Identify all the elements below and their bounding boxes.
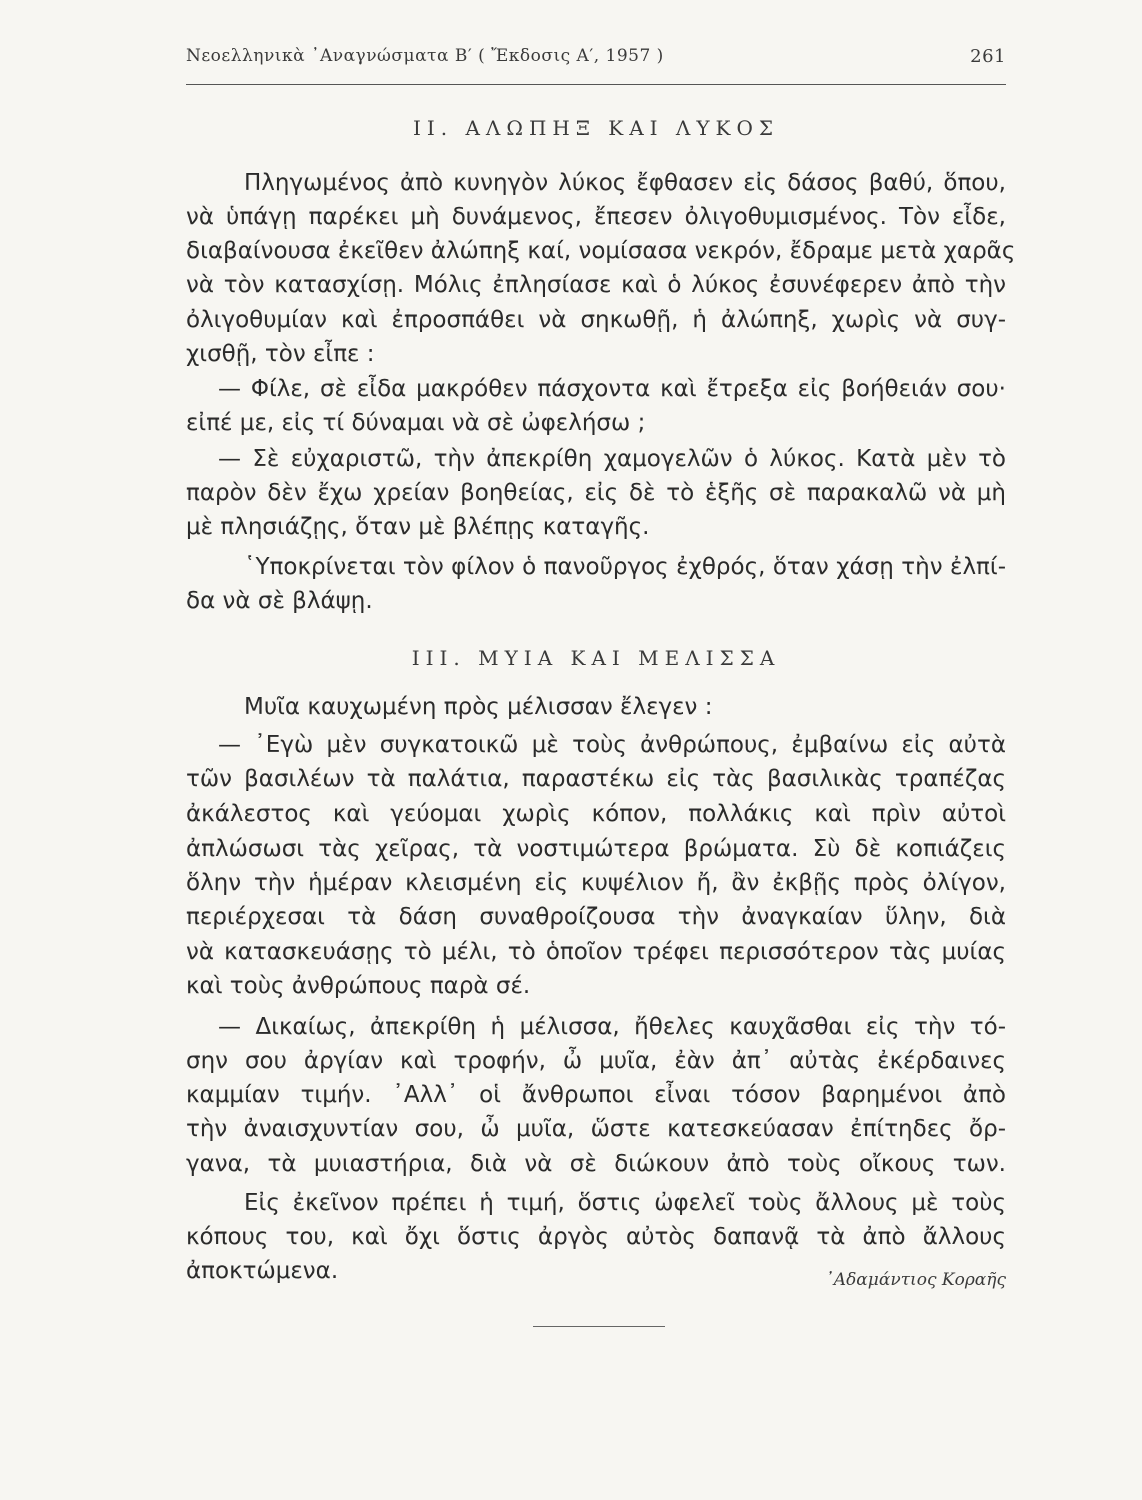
text-line: διαβαίνουσα ἐκεῖθεν ἀλώπηξ καί, νομίσασα νεκρόν, ἔδραμε μετὰ χαρᾶς <box>186 238 1016 264</box>
author-signature: ᾿Αδαμάντιος Κοραῆς <box>825 1270 1006 1290</box>
end-rule <box>533 1326 665 1327</box>
moral-line: δα νὰ σὲ βλάψῃ. <box>186 588 373 614</box>
text-line: Μυῖα καυχωμένη πρὸς μέλισσαν ἔλεγεν : <box>244 694 713 720</box>
moral-line: ἀποκτώμενα. <box>186 1258 339 1284</box>
text-line: νὰ τὸν κατασχίσῃ. Μόλις ἐπλησίασε καὶ ὁ λύκος ἐσυνέφερεν ἀπὸ τὴν <box>186 272 1006 298</box>
text-line: ὀλιγοθυμίαν καὶ ἐπροσπάθει νὰ σηκωθῇ, ἡ ἀλώπηξ, χωρὶς νὰ συγ- <box>186 307 1006 333</box>
page-header <box>186 46 1006 76</box>
header-rule <box>186 84 1006 85</box>
text-line: σην σου ἀργίαν καὶ τροφήν, ὦ μυῖα, ἐὰν ἀπ᾿ αὐτὰς ἐκέρδαινες <box>186 1048 1006 1074</box>
section-title-fly-bee: III. ΜΥΙΑ ΚΑΙ ΜΕΛΙΣΣΑ <box>411 646 781 670</box>
text-line: — Δικαίως, ἀπεκρίθη ἡ μέλισσα, ἤθελες καυχᾶσθαι εἰς τὴν τό- <box>218 1014 1006 1040</box>
text-line: παρὸν δὲν ἔχω χρείαν βοηθείας, εἰς δὲ τὸ ἑξῆς σὲ παρακαλῶ νὰ μὴ <box>186 480 1006 506</box>
text-line: ἀπλώσωσι τὰς χεῖρας, τὰ νοστιμώτερα βρώματα. Σὺ δὲ κοπιάζεις <box>186 836 1006 862</box>
moral-line: Εἰς ἐκεῖνον πρέπει ἡ τιμή, ὅστις ὠφελεῖ τοὺς ἄλλους μὲ τοὺς <box>244 1190 1006 1216</box>
text-line: γανα, τὰ μυιαστήρια, διὰ νὰ σὲ διώκουν ἀπὸ τοὺς οἴκους των. <box>186 1151 1006 1177</box>
text-line: — ᾿Εγὼ μὲν συγκατοικῶ μὲ τοὺς ἀνθρώπους, ἐμβαίνω εἰς αὐτὰ <box>218 732 1006 758</box>
text-line: Πληγωμένος ἀπὸ κυνηγὸν λύκος ἔφθασεν εἰς δάσος βαθύ, ὅπου, <box>244 170 1006 196</box>
text-line: εἰπέ με, εἰς τί δύναμαι νὰ σὲ ὠφελήσω ; <box>186 410 646 436</box>
text-line: μὲ πλησιάζῃς, ὅταν μὲ βλέπῃς καταγῆς. <box>186 514 650 540</box>
text-line: ὅλην τὴν ἡμέραν κλεισμένη εἰς κυψέλιον ἤ, ἂν ἐκβῇς πρὸς ὀλίγον, <box>186 870 1006 896</box>
moral-line: κόπους του, καὶ ὄχι ὅστις ἀργὸς αὐτὸς δαπανᾷ τὰ ἀπὸ ἄλλους <box>186 1224 1006 1250</box>
text-line: χισθῇ, τὸν εἶπε : <box>186 341 375 367</box>
running-title: Νεοελληνικὰ ᾿Αναγνώσματα Β′ ( Ἔκδοσις Α′, 1957 ) <box>186 46 664 66</box>
text-line: νὰ κατασκευάσῃς τὸ μέλι, τὸ ὁποῖον τρέφει περισσότερον τὰς μυίας <box>186 939 1006 965</box>
text-line: περιέρχεσαι τὰ δάση συναθροίζουσα τὴν ἀναγκαίαν ὕλην, διὰ <box>186 904 1006 930</box>
text-line: — Φίλε, σὲ εἶδα μακρόθεν πάσχοντα καὶ ἔτρεξα εἰς βοήθειάν σου· <box>218 376 1006 402</box>
text-line: — Σὲ εὐχαριστῶ, τὴν ἀπεκρίθη χαμογελῶν ὁ λύκος. Κατὰ μὲν τὸ <box>218 446 1006 472</box>
text-line: τῶν βασιλέων τὰ παλάτια, παραστέκω εἰς τὰς βασιλικὰς τραπέζας <box>186 766 1006 792</box>
text-line: καμμίαν τιμήν. ᾿Αλλ᾿ οἱ ἄνθρωποι εἶναι τόσον βαρημένοι ἀπὸ <box>186 1082 1006 1108</box>
text-line: καὶ τοὺς ἀνθρώπους παρὰ σέ. <box>186 973 531 999</box>
text-line: τὴν ἀναισχυντίαν σου, ὦ μυῖα, ὥστε κατεσκεύασαν ἐπίτηδες ὄρ- <box>186 1116 1006 1142</box>
text-line: ἀκάλεστος καὶ γεύομαι χωρὶς κόπον, πολλάκις καὶ πρὶν αὐτοὶ <box>186 801 1006 827</box>
moral-line: ῾Υποκρίνεται τὸν φίλον ὁ πανοῦργος ἐχθρός, ὅταν χάσῃ τὴν ἐλπί- <box>244 554 1006 580</box>
page-number: 261 <box>970 46 1006 67</box>
section-title-fox-wolf: II. ΑΛΩΠΗΞ ΚΑΙ ΛΥΚΟΣ <box>412 116 780 140</box>
text-line: νὰ ὑπάγῃ παρέκει μὴ δυνάμενος, ἔπεσεν ὀλιγοθυμισμένος. Τὸν εἶδε, <box>186 204 1006 230</box>
